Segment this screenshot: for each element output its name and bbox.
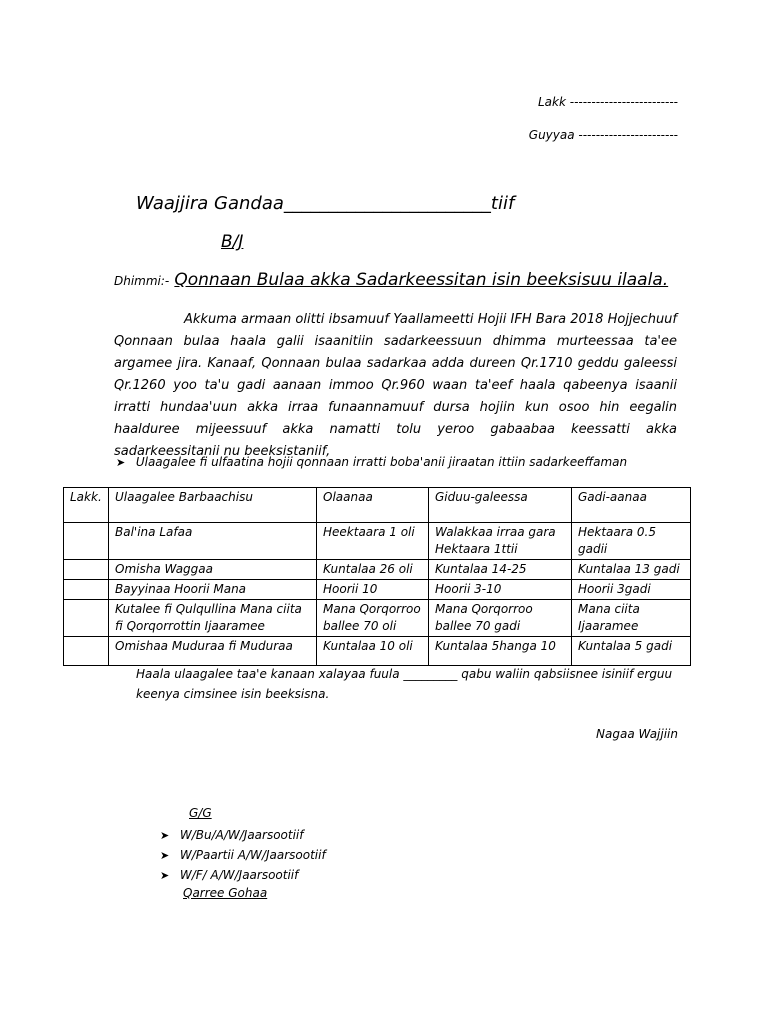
cc-item-text: W/Bu/A/W/Jaarsootiif (179, 828, 304, 842)
cell-high: Hoorii 10 (317, 580, 429, 600)
cell-low: Hektaara 0.5 gadii (572, 523, 691, 560)
cc-label: G/G (189, 806, 212, 820)
table-row (64, 600, 691, 637)
cc-item-text: W/Paartii A/W/Jaarsootiif (179, 848, 326, 862)
cell-high: Kuntalaa 10 oli (317, 637, 429, 666)
arrow-bullet-icon: ➤ (116, 456, 126, 469)
cell-low: Kuntalaa 5 gadi (572, 637, 691, 666)
criteria-table (63, 487, 691, 666)
cc-last: Qarree Gohaa (183, 886, 268, 900)
cc-list (160, 825, 326, 885)
cell-high: Mana Qorqorroo ballee 70 oli (317, 600, 429, 637)
subject-label: Dhimmi:- (114, 274, 170, 288)
cell-high: Kuntalaa 26 oli (317, 560, 429, 580)
arrow-bullet-icon: ➤ (160, 869, 170, 882)
arrow-bullet-icon: ➤ (160, 829, 170, 842)
cell-lakk (64, 580, 109, 600)
lakk-line: Lakk ------------------------- (537, 95, 678, 109)
cell-medium: Walakkaa irraa gara Hektaara 1ttii (429, 523, 572, 560)
cell-medium: Hoorii 3-10 (429, 580, 572, 600)
bullet-intro (116, 455, 627, 469)
recipient-line: Waajjira Gandaa_______________________tiif (136, 193, 515, 214)
table-row (64, 580, 691, 600)
header-lakk: Lakk. (64, 488, 109, 523)
cell-low: Kuntalaa 13 gadi (572, 560, 691, 580)
cell-medium: Kuntalaa 14-25 (429, 560, 572, 580)
cell-criterion: Omisha Waggaa (109, 560, 317, 580)
closing-paragraph: Haala ulaagalee taa'e kanaan xalayaa fuula _________ qabu waliin qabsiisnee isiniif erguu keenya cimsinee isin beeksisna. (136, 667, 673, 701)
cell-high: Heektaara 1 oli (317, 523, 429, 560)
cell-lakk (64, 600, 109, 637)
cell-criterion: Bayyinaa Hoorii Mana (109, 580, 317, 600)
subject-text: Qonnaan Bulaa akka Sadarkeessitan isin beeksisuu ilaala. (174, 270, 669, 290)
list-item (160, 865, 326, 885)
cell-lakk (64, 560, 109, 580)
bullet-intro-text: Ulaagalee fi ulfaatina hojii qonnaan irratti boba'anii jiraatan ittiin sadarkeeffaman (135, 455, 628, 469)
table-row (64, 523, 691, 560)
cell-criterion: Omishaa Muduraa fi Muduraa (109, 637, 317, 666)
bj-label: B/J (221, 232, 244, 252)
cell-low: Hoorii 3gadi (572, 580, 691, 600)
cell-lakk (64, 637, 109, 666)
header-giduu-galeessa: Giduu-galeessa (429, 488, 572, 523)
table-row (64, 637, 691, 666)
header-gadi-aanaa: Gadi-aanaa (572, 488, 691, 523)
header-olaanaa: Olaanaa (317, 488, 429, 523)
list-item (160, 845, 326, 865)
cell-low: Mana ciita Ijaaramee (572, 600, 691, 637)
body-paragraph: Akkuma armaan olitti ibsamuuf Yaallameetti Hojii IFH Bara 2018 Hojjechuuf Qonnaan bulaa haala galii isaanitiin sadarkeessuun dhimma murteessaa ta'ee argamee jira. Kanaaf, Qonnaan bulaa sadarkaa adda dureen Qr.1710 geddu galeessi Qr.1260 yoo ta'u gadi aanaan immoo Qr.960 waan ta'eef haala qabeenya isaanii irratti hundaa'uun akka irraa funaannamuuf dursa hojiin kun osoo hin eegalin haalduree mijeessuuf akka namatti tolu yeroo gabaabaa keessatti akka sadarkeessitanii nu beeksistaniif, (114, 312, 677, 459)
table-header-row (64, 488, 691, 523)
cell-criterion: Bal'ina Lafaa (109, 523, 317, 560)
arrow-bullet-icon: ➤ (160, 849, 170, 862)
signoff: Nagaa Wajjiin (596, 727, 678, 741)
guyyaa-line: Guyyaa ----------------------- (528, 128, 678, 142)
cell-criterion: Kutalee fi Qulqullina Mana ciita fi Qorqorrottin Ijaaramee (109, 600, 317, 637)
header-ulaagalee: Ulaagalee Barbaachisu (109, 488, 317, 523)
cell-medium: Kuntalaa 5hanga 10 (429, 637, 572, 666)
cell-lakk (64, 523, 109, 560)
subject-line (114, 270, 668, 290)
table-row (64, 560, 691, 580)
cell-medium: Mana Qorqorroo ballee 70 gadi (429, 600, 572, 637)
cc-item-text: W/F/ A/W/Jaarsootiif (179, 868, 299, 882)
list-item (160, 825, 326, 845)
